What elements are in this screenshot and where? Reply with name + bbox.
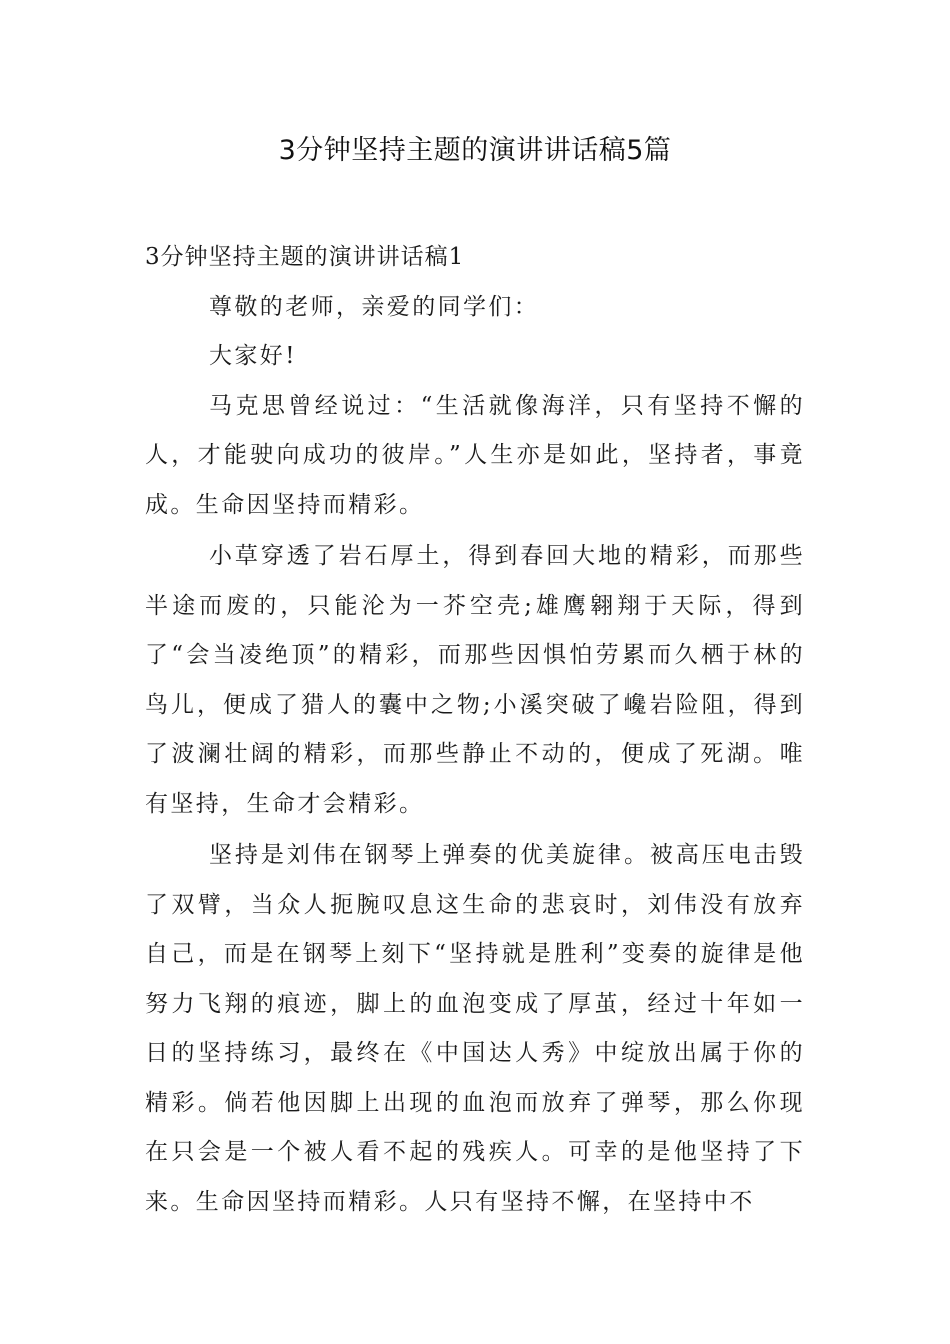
paragraph-1: 马克思曾经说过：“生活就像海洋，只有坚持不懈的人，才能驶向成功的彼岸。”人生亦是如此，坚持者，事竟成。生命因坚持而精彩。 [145, 392, 805, 518]
paragraph-3: 坚持是刘伟在钢琴上弹奏的优美旋律。被高压电击毁了双臂，当众人扼腕叹息这生命的悲哀时，刘伟没有放弃自己，而是在钢琴上刻下“坚持就是胜利”变奏的旋律是他努力飞翔的痕迹，脚上的血泡变成了厚茧，经过十年如一日的坚持练习，最终在《中国达人秀》中绽放出属于你的精彩。倘若他因脚上出现的血泡而放弃了弹琴，那么你现在只会是一个被人看不起的残疾人。可幸的是他坚持了下来。生命因坚持而精彩。人只有坚持不懈，在坚持中不 [145, 842, 805, 1215]
document-body [145, 233, 805, 1227]
salutation: 尊敬的老师，亲爱的同学们： [209, 293, 540, 320]
section-heading: 3分钟坚持主题的演讲讲话稿1 [145, 244, 465, 270]
greeting: 大家好! [209, 343, 297, 369]
paragraph-2: 小草穿透了岩石厚土，得到春回大地的精彩，而那些半途而废的，只能沦为一芥空壳;雄鹰翱翔于天际，得到了“会当凌绝顶”的精彩，而那些因惧怕劳累而久栖于林的鸟儿，便成了猎人的囊中之物;小溪突破了巉岩险阻，得到了波澜壮阔的精彩，而那些静止不动的，便成了死湖。唯有坚持，生命才会精彩。 [145, 543, 805, 817]
document-title: 3分钟坚持主题的演讲讲话稿5篇 [278, 135, 672, 166]
